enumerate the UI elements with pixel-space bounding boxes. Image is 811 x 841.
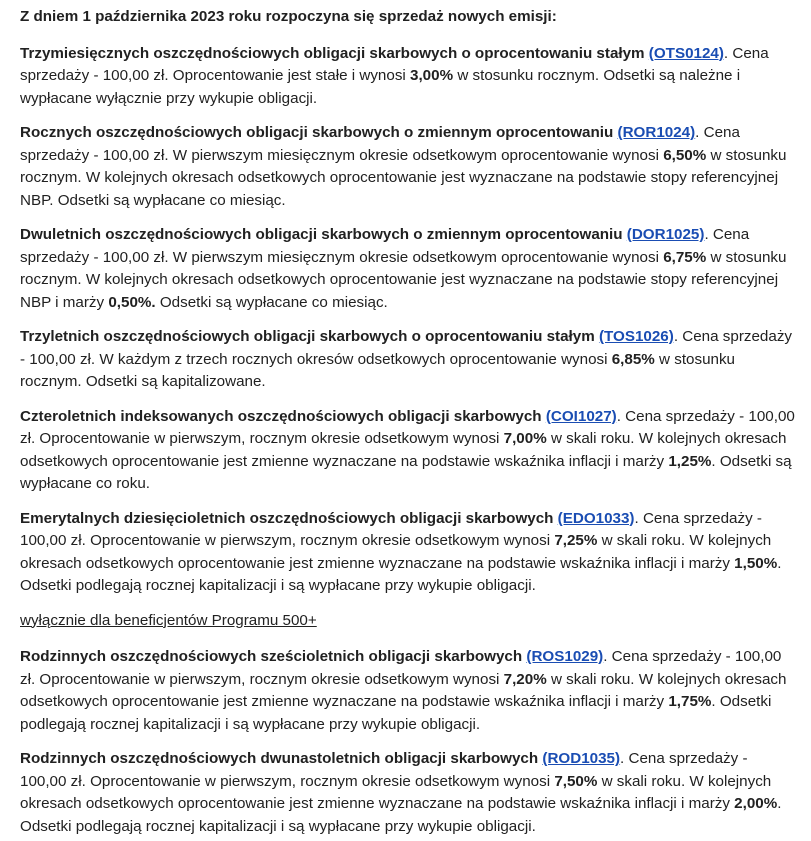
bond-title: Rodzinnych oszczędnościowych dwunastoletnich obligacji skarbowych xyxy=(20,750,539,767)
bond-link-coi1027[interactable]: (COI1027) xyxy=(545,407,617,425)
bond-item-ror xyxy=(20,122,797,212)
bond-desc: . Cena sprzedaży - 100,00 zł. Oprocentowanie w pierwszym, rocznym okresie odsetkowym wynosi xyxy=(20,750,748,790)
rate-value: 7,25% xyxy=(554,532,598,549)
bond-desc: . Cena sprzedaży - 100,00 zł. Oprocentowanie w pierwszym, rocznym okresie odsetkowym wynosi xyxy=(20,648,782,688)
bond-desc-cont: w skali roku. W kolejnych okresach odsetkowych oprocentowanie jest zmienne wyznaczane na podstawie wskaźnika inflacji i marży xyxy=(20,532,772,572)
bond-link-edo1033[interactable]: (EDO1033) xyxy=(557,509,635,527)
bond-item-ots xyxy=(20,43,797,111)
bond-desc-cont: w stosunku rocznym. Odsetki są kapitalizowane. xyxy=(20,350,736,390)
bond-link-ros1029[interactable]: (ROS1029) xyxy=(526,648,604,665)
bond-desc-end: . Odsetki są wypłacane co roku. xyxy=(20,452,792,492)
bond-link-ots0124[interactable]: (OTS0124) xyxy=(648,44,724,62)
margin-value: 1,25% xyxy=(668,452,712,470)
bond-desc: . Cena sprzedaży - 100,00 zł. W pierwszym miesięcznym okresie odsetkowym oprocentowanie wynosi xyxy=(20,124,740,164)
bond-link-rod1035[interactable]: (ROD1035) xyxy=(542,750,621,767)
bond-title: Rocznych oszczędnościowych obligacji skarbowych o zmiennym oprocentowaniu xyxy=(20,124,614,141)
bond-desc-cont: w skali roku. W kolejnych okresach odsetkowych oprocentowanie jest zmienne wyznaczane na podstawie wskaźnika inflacji i marży xyxy=(20,772,772,812)
margin-value: 2,00% xyxy=(734,795,778,812)
bond-desc: . Cena sprzedaży - 100,00 zł. Oprocentowanie jest stałe i wynosi xyxy=(20,44,769,84)
bond-title: Trzyletnich oszczędnościowych obligacji skarbowych o oprocentowaniu stałym xyxy=(20,328,595,345)
bond-item-edo xyxy=(20,508,797,598)
rate-value: 6,85% xyxy=(611,350,655,368)
rate-value: 3,00% xyxy=(410,67,454,84)
bond-link-tos1026[interactable]: (TOS1026) xyxy=(598,328,674,345)
bond-item-coi xyxy=(20,406,797,496)
margin-value: 0,50%. xyxy=(108,293,156,311)
rate-value: 6,50% xyxy=(663,146,707,164)
bond-title: Czteroletnich indeksowanych oszczędnościowych obligacji skarbowych xyxy=(20,407,542,425)
bond-desc-cont: w stosunku rocznym. W kolejnych okresach odsetkowych oprocentowanie jest wyznaczane na podstawie stopy referencyjnej NBP i marży xyxy=(20,248,787,311)
bond-desc-end: . Odsetki podlegają rocznej kapitalizacji i są wypłacane przy wykupie obligacji. xyxy=(20,693,772,733)
bond-item-dor xyxy=(20,224,797,314)
margin-value: 1,50% xyxy=(734,554,778,572)
bond-title: Trzymiesięcznych oszczędnościowych obligacji skarbowych o oprocentowaniu stałym xyxy=(20,44,645,62)
bond-item-tos xyxy=(20,326,797,394)
bond-title: Emerytalnych dziesięcioletnich oszczędnościowych obligacji skarbowych xyxy=(20,509,554,527)
bond-desc-cont: w skali roku. W kolejnych okresach odsetkowych oprocentowanie jest zmienne wyznaczane na podstawie wskaźnika inflacji i marży xyxy=(20,430,787,470)
bond-link-dor1025[interactable]: (DOR1025) xyxy=(626,226,705,243)
margin-value: 1,75% xyxy=(668,693,712,710)
bond-desc-end: Odsetki są wypłacane co miesiąc. xyxy=(155,293,388,311)
rate-value: 7,00% xyxy=(503,430,547,447)
bond-desc-cont: w stosunku rocznym. W kolejnych okresach odsetkowych oprocentowanie jest wyznaczane na podstawie stopy referencyjnej NBP. Odsetki są wypłacane co miesiąc. xyxy=(20,146,787,209)
bond-desc-end: . Odsetki podlegają rocznej kapitalizacji i są wypłacane przy wykupie obligacji. xyxy=(20,795,782,835)
rate-value: 7,50% xyxy=(554,772,598,790)
bond-desc-cont: w stosunku rocznym. Odsetki są należne i wypłacane wyłącznie przy wykupie obligacji. xyxy=(20,67,741,107)
bond-desc: . Cena sprzedaży - 100,00 zł. W pierwszym miesięcznym okresie odsetkowym oprocentowanie wynosi xyxy=(20,226,750,266)
bond-desc: . Cena sprzedaży - 100,00 zł. Oprocentowanie w pierwszym, rocznym okresie odsetkowym wynosi xyxy=(20,407,795,447)
program-500-note: wyłącznie dla beneficjentów Programu 500+ xyxy=(20,611,317,629)
bond-title: Rodzinnych oszczędnościowych sześcioletnich obligacji skarbowych xyxy=(20,648,523,665)
rate-value: 7,20% xyxy=(503,670,547,688)
bond-desc-cont: w skali roku. W kolejnych okresach odsetkowych oprocentowanie jest zmienne wyznaczane na podstawie wskaźnika inflacji i marży xyxy=(20,670,787,710)
bond-desc-end: . Odsetki podlegają rocznej kapitalizacji i są wypłacane przy wykupie obligacji. xyxy=(20,554,782,594)
headline: Z dniem 1 października 2023 roku rozpoczyna się sprzedaż nowych emisji: xyxy=(20,8,557,25)
bond-desc: . Cena sprzedaży - 100,00 zł. Oprocentowanie w pierwszym, rocznym okresie odsetkowym wynosi xyxy=(20,509,762,549)
bond-title: Dwuletnich oszczędnościowych obligacji skarbowych o zmiennym oprocentowaniu xyxy=(20,226,623,243)
bond-link-ror1024[interactable]: (ROR1024) xyxy=(617,124,696,141)
bond-desc: . Cena sprzedaży - 100,00 zł. W każdym z trzech rocznych okresów odsetkowych oprocentowanie wynosi xyxy=(20,328,793,368)
rate-value: 6,75% xyxy=(663,248,707,266)
bond-item-ros xyxy=(20,646,797,736)
bond-item-rod xyxy=(20,748,797,838)
